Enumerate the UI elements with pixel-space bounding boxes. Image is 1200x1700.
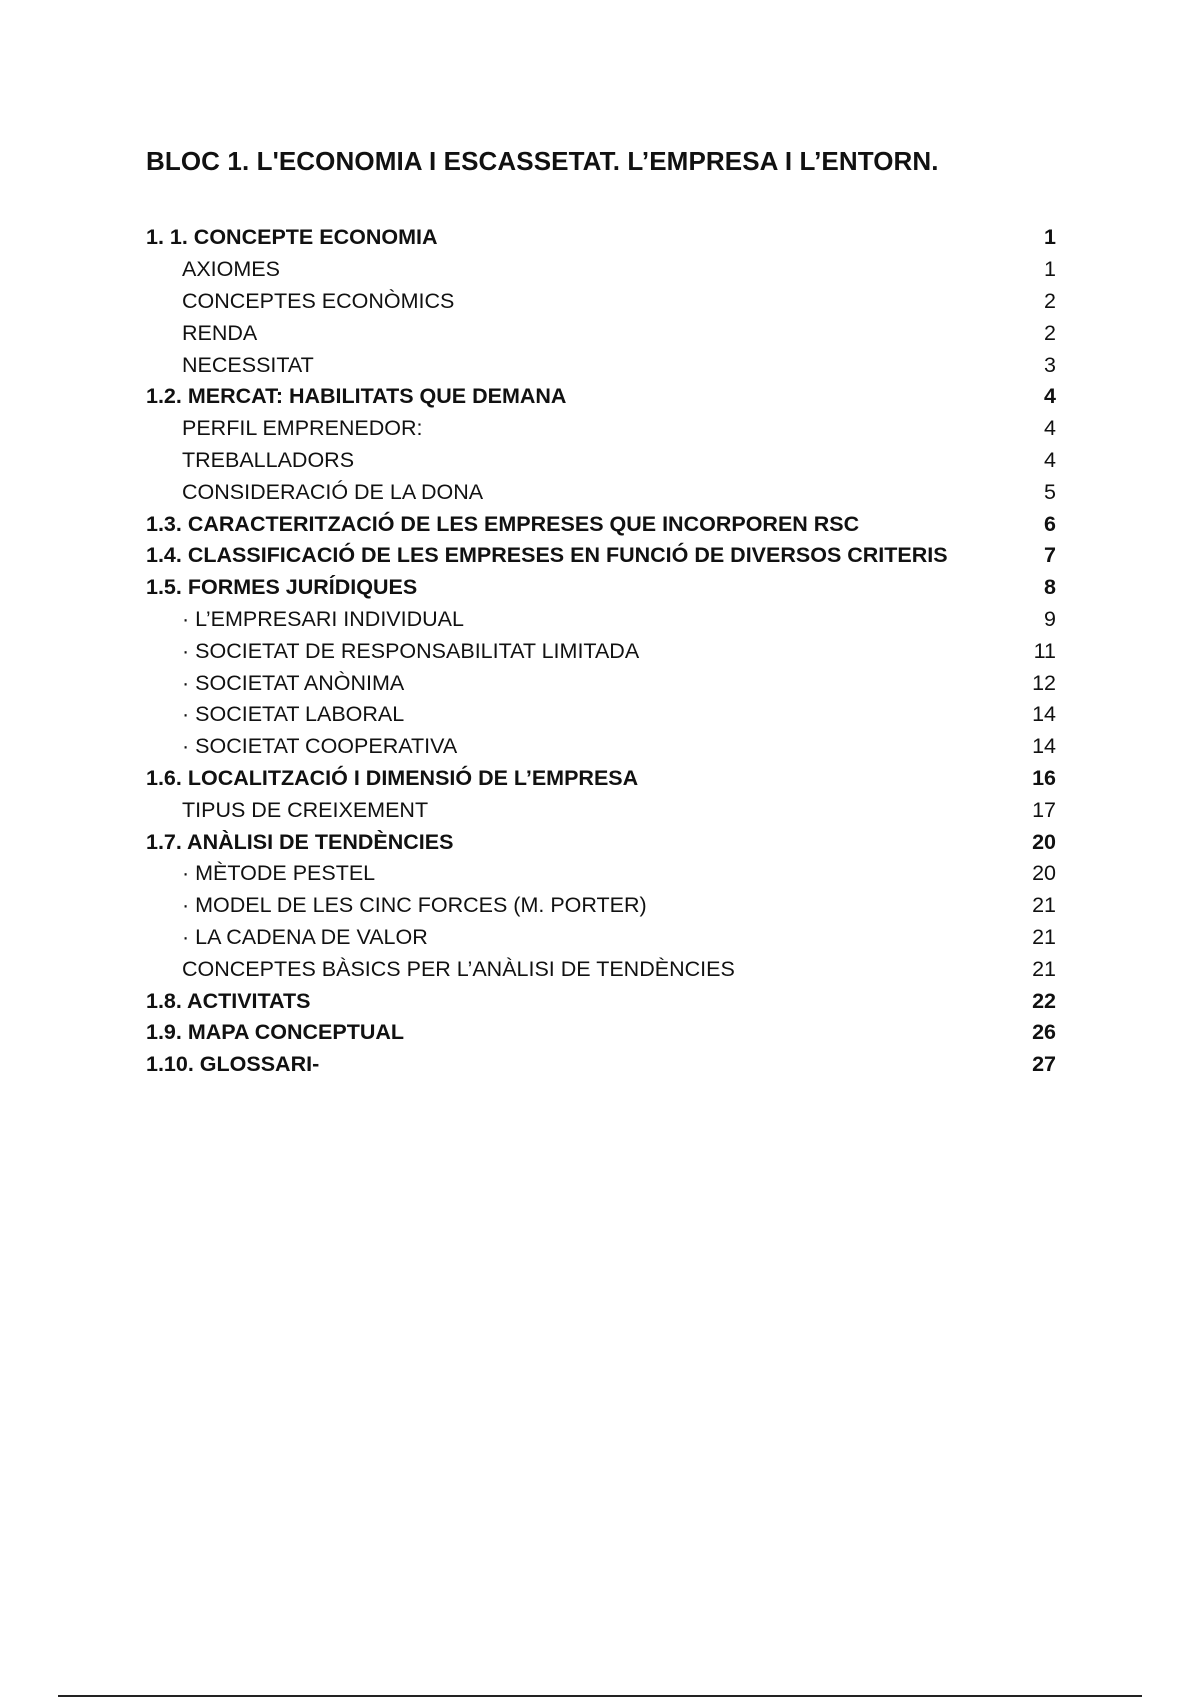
toc-page-number: 26 bbox=[1032, 1020, 1056, 1045]
toc-section-entry[interactable] bbox=[146, 572, 1056, 604]
toc-subsection-entry[interactable] bbox=[146, 667, 1056, 699]
toc-page-number: 7 bbox=[1044, 543, 1056, 568]
toc-page-number: 11 bbox=[1033, 638, 1056, 663]
toc-entry-label: 1.8. ACTIVITATS bbox=[146, 988, 311, 1013]
toc-page-number: 1 bbox=[1044, 257, 1056, 282]
toc-entry-label: · L’EMPRESARI INDIVIDUAL bbox=[182, 606, 464, 631]
toc-section-entry[interactable] bbox=[146, 540, 1056, 572]
toc-page-number: 14 bbox=[1032, 734, 1056, 759]
toc-page-number: 27 bbox=[1032, 1052, 1056, 1077]
toc-subsection-entry[interactable] bbox=[146, 890, 1056, 922]
toc-entry-label: · SOCIETAT LABORAL bbox=[182, 702, 405, 727]
toc-section-entry[interactable] bbox=[146, 1017, 1056, 1049]
toc-entry-label: 1.3. CARACTERITZACIÓ DE LES EMPRESES QUE INCORPOREN RSC bbox=[146, 511, 860, 536]
toc-subsection-entry[interactable] bbox=[146, 699, 1056, 731]
toc-page-number: 20 bbox=[1032, 861, 1056, 886]
toc-entry-label: 1.5. FORMES JURÍDIQUES bbox=[146, 575, 418, 600]
toc-entry-label: · MÈTODE PESTEL bbox=[182, 861, 376, 886]
toc-subsection-entry[interactable] bbox=[146, 731, 1056, 763]
toc-page-number: 4 bbox=[1044, 416, 1056, 441]
toc-entry-label: TREBALLADORS bbox=[182, 447, 355, 472]
toc-page-number: 1 bbox=[1044, 225, 1056, 250]
toc-page-number: 20 bbox=[1032, 829, 1056, 854]
toc-section-entry[interactable] bbox=[146, 381, 1056, 413]
toc-page-number: 4 bbox=[1044, 384, 1056, 409]
table-of-contents bbox=[146, 222, 1056, 1081]
toc-subsection-entry[interactable] bbox=[146, 953, 1056, 985]
toc-entry-label: CONCEPTES BÀSICS PER L’ANÀLISI DE TENDÈNCIES bbox=[182, 956, 735, 981]
toc-entry-label: · SOCIETAT COOPERATIVA bbox=[182, 734, 458, 759]
toc-entry-label: CONSIDERACIÓ DE LA DONA bbox=[182, 479, 484, 504]
toc-subsection-entry[interactable] bbox=[146, 317, 1056, 349]
toc-subsection-entry[interactable] bbox=[146, 445, 1056, 477]
footer-divider bbox=[58, 1695, 1142, 1697]
toc-page-number: 2 bbox=[1044, 288, 1056, 313]
toc-entry-label: 1.9. MAPA CONCEPTUAL bbox=[146, 1020, 405, 1045]
toc-page-number: 16 bbox=[1032, 765, 1056, 790]
toc-entry-label: · MODEL DE LES CINC FORCES (M. PORTER) bbox=[182, 893, 647, 918]
toc-entry-label: AXIOMES bbox=[182, 257, 280, 282]
toc-section-entry[interactable] bbox=[146, 222, 1056, 254]
toc-entry-label: CONCEPTES ECONÒMICS bbox=[182, 288, 455, 313]
toc-entry-label: 1.10. GLOSSARI- bbox=[146, 1052, 320, 1077]
toc-page-number: 2 bbox=[1044, 320, 1056, 345]
toc-subsection-entry[interactable] bbox=[146, 286, 1056, 318]
toc-subsection-entry[interactable] bbox=[146, 349, 1056, 381]
toc-page-number: 14 bbox=[1032, 702, 1056, 727]
toc-entry-label: RENDA bbox=[182, 320, 258, 345]
toc-entry-label: NECESSITAT bbox=[182, 352, 314, 377]
toc-section-entry[interactable] bbox=[146, 763, 1056, 795]
toc-entry-label: TIPUS DE CREIXEMENT bbox=[182, 797, 429, 822]
toc-entry-label: · SOCIETAT ANÒNIMA bbox=[182, 670, 405, 695]
toc-page-number: 9 bbox=[1044, 606, 1056, 631]
toc-page-number: 22 bbox=[1032, 988, 1056, 1013]
toc-subsection-entry[interactable] bbox=[146, 858, 1056, 890]
page-title: BLOC 1. L'ECONOMIA I ESCASSETAT. L’EMPRESA I L’ENTORN. bbox=[146, 146, 939, 176]
toc-subsection-entry[interactable] bbox=[146, 922, 1056, 954]
toc-section-entry[interactable] bbox=[146, 985, 1056, 1017]
toc-entry-label: · SOCIETAT DE RESPONSABILITAT LIMITADA bbox=[182, 638, 640, 663]
toc-page-number: 5 bbox=[1044, 479, 1056, 504]
toc-section-entry[interactable] bbox=[146, 1049, 1056, 1081]
toc-page-number: 21 bbox=[1032, 893, 1056, 918]
toc-page-number: 17 bbox=[1032, 797, 1056, 822]
toc-entry-label: 1. 1. CONCEPTE ECONOMIA bbox=[146, 225, 438, 250]
toc-entry-label: · LA CADENA DE VALOR bbox=[182, 924, 428, 949]
toc-subsection-entry[interactable] bbox=[146, 635, 1056, 667]
toc-subsection-entry[interactable] bbox=[146, 476, 1056, 508]
toc-page-number: 21 bbox=[1032, 956, 1056, 981]
toc-entry-label: 1.2. MERCAT: HABILITATS QUE DEMANA bbox=[146, 384, 567, 409]
toc-page-number: 4 bbox=[1044, 447, 1056, 472]
toc-entry-label: 1.7. ANÀLISI DE TENDÈNCIES bbox=[146, 829, 454, 854]
toc-page-number: 12 bbox=[1032, 670, 1056, 695]
toc-page-number: 21 bbox=[1032, 924, 1056, 949]
toc-entry-label: PERFIL EMPRENEDOR: bbox=[182, 416, 423, 441]
toc-subsection-entry[interactable] bbox=[146, 413, 1056, 445]
toc-subsection-entry[interactable] bbox=[146, 604, 1056, 636]
toc-subsection-entry[interactable] bbox=[146, 254, 1056, 286]
toc-section-entry[interactable] bbox=[146, 826, 1056, 858]
toc-page-number: 3 bbox=[1044, 352, 1056, 377]
toc-page-number: 6 bbox=[1044, 511, 1056, 536]
toc-section-entry[interactable] bbox=[146, 508, 1056, 540]
toc-entry-label: 1.4. CLASSIFICACIÓ DE LES EMPRESES EN FUNCIÓ DE DIVERSOS CRITERIS bbox=[146, 543, 948, 568]
toc-page-number: 8 bbox=[1044, 575, 1056, 600]
toc-subsection-entry[interactable] bbox=[146, 794, 1056, 826]
toc-entry-label: 1.6. LOCALITZACIÓ I DIMENSIÓ DE L’EMPRESA bbox=[146, 765, 639, 790]
